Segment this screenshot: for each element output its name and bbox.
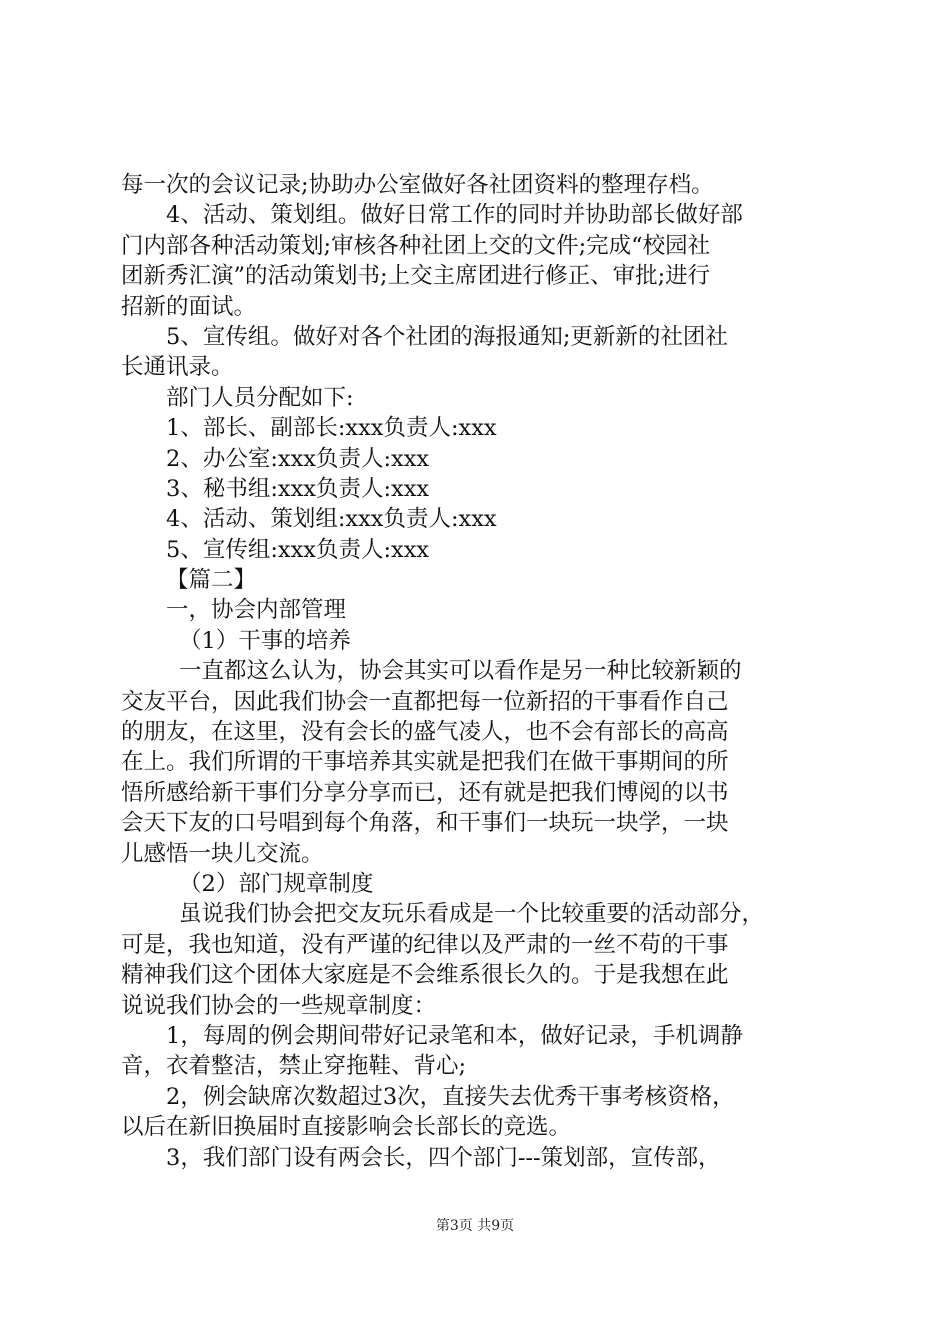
text-line: 5、宣传组:xxx负责人:xxx [166,536,430,563]
text-line: （1）干事的培养 [179,627,351,654]
text-line: 长通讯录。 [121,354,234,381]
text-line: 可是，我也知道，没有严谨的纪律以及严肃的一丝不苟的干事 [121,931,729,958]
text-line: 每一次的会议记录;协助办公室做好各社团资料的整理存档。 [121,172,714,198]
text-line: 2，例会缺席次数超过3次，直接失去优秀干事考核资格， [166,1083,735,1110]
page-number: 第3页 共9页 [435,1218,515,1234]
text-line: 1，每周的例会期间带好记录笔和本，做好记录，手机调静 [166,1022,743,1049]
text-line: 虽说我们协会把交友玩乐看成是一个比较重要的活动部分， [179,901,765,928]
text-line: 音，衣着整洁，禁止穿拖鞋、背心; [121,1053,467,1080]
text-line: 悟所感给新干事们分享分享而已，还有就是把我们博阅的以书 [121,779,729,806]
text-line: 儿感悟一块儿交流。 [121,840,324,867]
section-heading: 【篇二】 [166,567,257,594]
text-line: 2、办公室:xxx负责人:xxx [166,445,430,472]
text-line: 招新的面试。 [121,293,257,320]
text-line: 团新秀汇演”的活动策划书;上交主席团进行修正、审批;进行 [121,263,711,290]
text-line: 会天下友的口号唱到每个角落，和干事们一块玩一块学，一块 [121,810,729,837]
text-line: 在上。我们所谓的干事培养其实就是把我们在做干事期间的所 [121,749,729,776]
text-line: 以后在新旧换届时直接影响会长部长的竞选。 [121,1114,572,1141]
text-line: 的朋友，在这里，没有会长的盛气凌人，也不会有部长的高高 [121,719,729,746]
text-line: 4、活动、策划组:xxx负责人:xxx [166,506,497,533]
text-line: 部门人员分配如下: [166,384,354,411]
text-line: 4、活动、策划组。做好日常工作的同时并协助部长做好部 [166,202,743,229]
text-line: 说说我们协会的一些规章制度： [121,992,437,1019]
text-line: 精神我们这个团体大家庭是不会维系很长久的。于是我想在此 [121,962,729,989]
document-body [121,170,831,1173]
text-line: 一，协会内部管理 [166,597,347,624]
text-line: 一直都这么认为，协会其实可以看作是另一种比较新颖的 [179,658,742,685]
text-line: （2）部门规章制度 [179,870,374,897]
text-line: 交友平台，因此我们协会一直都把每一位新招的干事看作自己 [121,688,729,715]
text-line: 3、秘书组:xxx负责人:xxx [166,475,430,502]
text-line: 门内部各种活动策划;审核各种社团上交的文件;完成“校园社 [121,232,711,259]
text-line: 5、宣传组。做好对各个社团的海报通知;更新新的社团社 [166,323,728,350]
text-line: 3，我们部门设有两会长，四个部门---策划部，宣传部， [166,1144,721,1171]
text-line: 1、部长、副部长:xxx负责人:xxx [166,415,497,442]
